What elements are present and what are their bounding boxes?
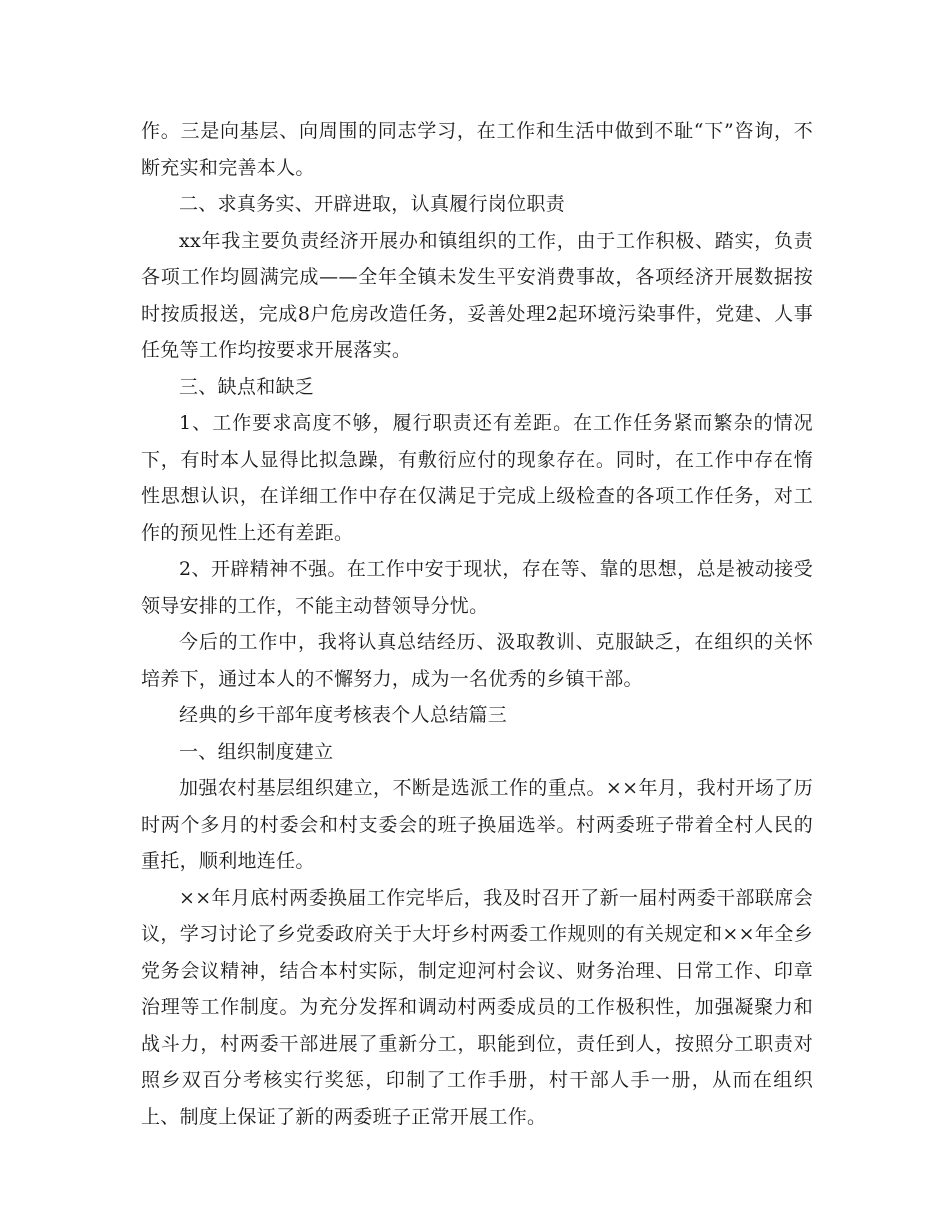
paragraph-shortcoming-1: 1、工作要求高度不够，履行职责还有差距。在工作任务紧而繁杂的情况下，有时本人显得比拟急躁，有敷衍应付的现象存在。同时，在工作中存在惰性思想认识，在详细工作中存在仅满足于完成上级检查的各项工作任务，对工作的预见性上还有差距。 — [141, 412, 813, 544]
article-title: 经典的乡干部年度考核表个人总结篇三 — [179, 704, 508, 726]
document-body — [141, 113, 813, 1135]
paragraph-organization: 加强农村基层组织建立，不断是选派工作的重点。××年月，我村开场了历时两个多月的村委会和村支委会的班子换届选举。村两委班子带着全村人民的重托，顺利地连任。 — [141, 777, 813, 872]
section-heading-1: 一、组织制度建立 — [179, 740, 334, 763]
paragraph-meeting: ××年月底村两委换届工作完毕后，我及时召开了新一届村两委干部联席会议，学习讨论了乡党委政府关于大圩乡村两委工作规则的有关规定和××年全乡党务会议精神，结合本村实际，制定迎河村会议、财务治理、日常工作、印章治理等工作制度。为充分发挥和调动村两委成员的工作极积性，加强凝聚力和战斗力，村两委干部进展了重新分工，职能到位，责任到人，按照分工职责对照乡双百分考核实行奖惩，印制了工作手册，村干部人手一册，从而在组织上、制度上保证了新的两委班子正常开展工作。 — [141, 886, 813, 1128]
paragraph-future-work: 今后的工作中，我将认真总结经历、汲取教训、克服缺乏，在组织的关怀培养下，通过本人的不懈努力，成为一名优秀的乡镇干部。 — [141, 631, 813, 690]
section-heading-2: 二、求真务实、开辟进取，认真履行岗位职责 — [179, 193, 566, 215]
paragraph-shortcoming-2: 2、开辟精神不强。在工作中安于现状，存在等、靠的思想，总是被动接受领导安排的工作，不能主动替领导分忧。 — [141, 558, 813, 617]
paragraph-work-duties: xx年我主要负责经济开展办和镇组织的工作，由于工作积极、踏实，负责各项工作均圆满完成——全年全镇未发生平安消费事故，各项经济开展数据按时按质报送，完成8户危房改造任务，妥善处理2起环境污染事件，党建、人事任免等工作均按要求开展落实。 — [141, 229, 813, 361]
section-heading-3: 三、缺点和缺乏 — [179, 375, 315, 398]
paragraph-continuation: 作。三是向基层、向周围的同志学习，在工作和生活中做到不耻“下”咨询，不断充实和完善本人。 — [141, 120, 813, 179]
